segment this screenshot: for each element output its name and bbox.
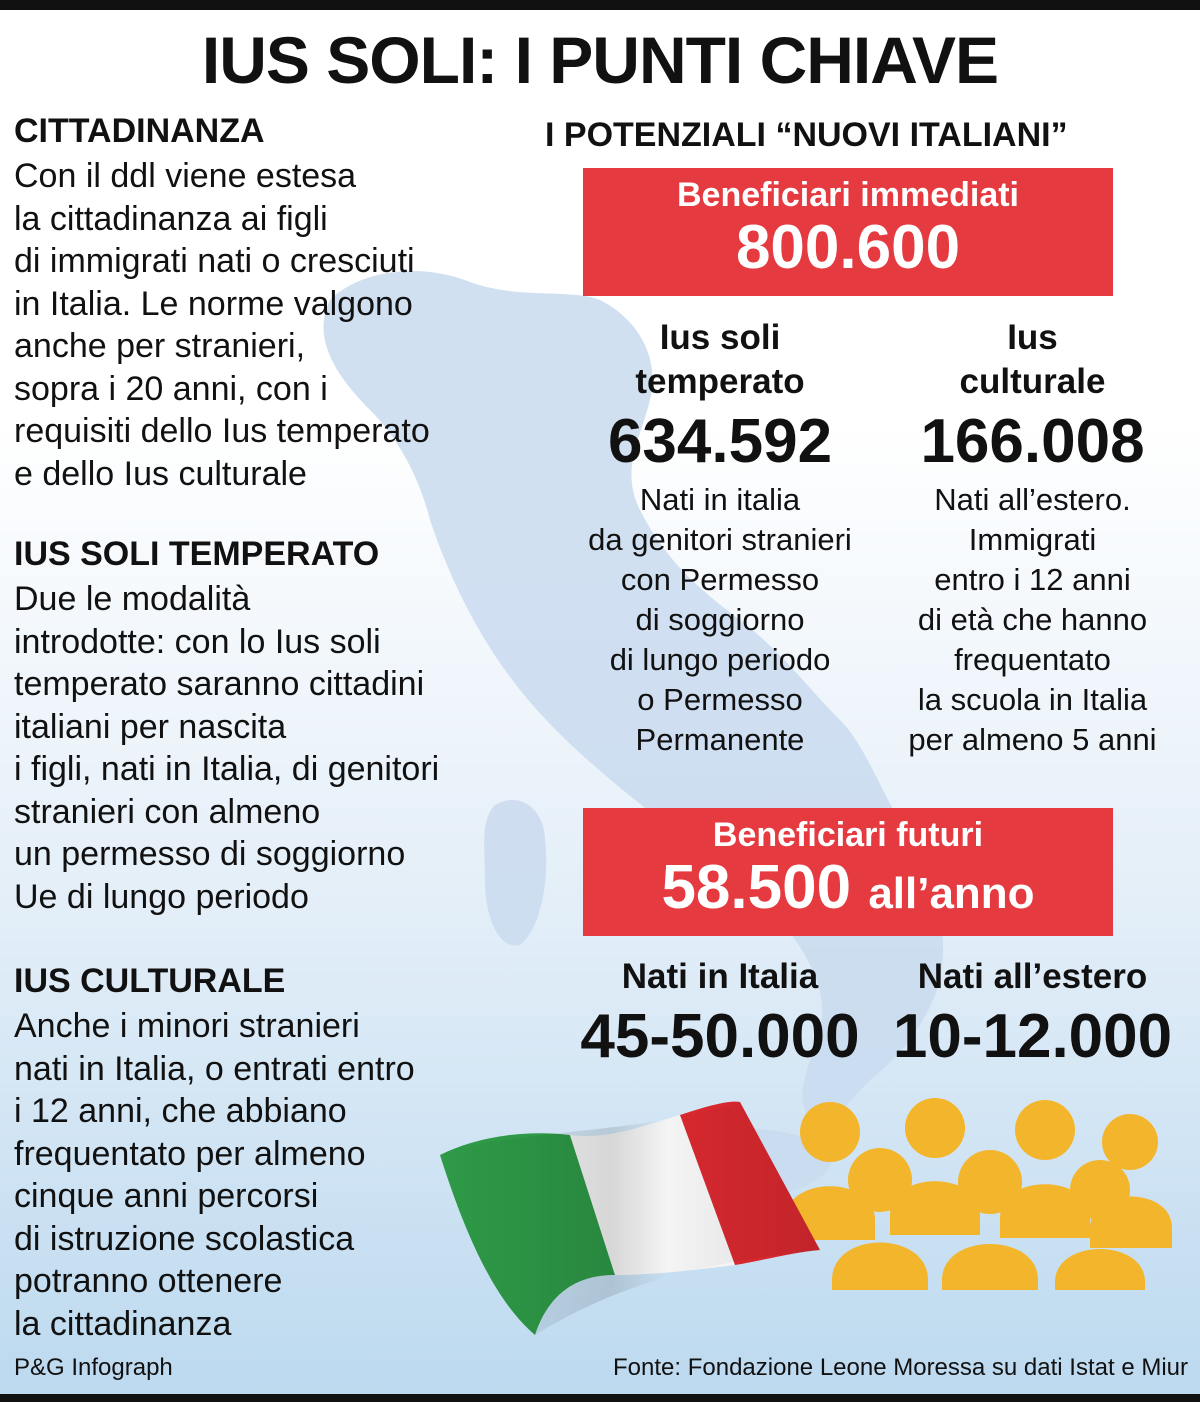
italian-flag-icon bbox=[440, 1100, 820, 1355]
ius-culturale-description: Nati all’estero. Immigrati entro i 12 anni di età che hanno frequentato la scuola in Italia per almeno 5 anni bbox=[908, 482, 1157, 757]
footer-source: Fonte: Fondazione Leone Moressa su dati Istat e Miur bbox=[613, 1354, 1188, 1381]
nati-all-estero-column bbox=[885, 955, 1180, 1075]
section-text-cittadinanza: Con il ddl viene estesa la cittadinanza ai figli di immigrati nati o cresciuti in Italia. Le norme valgono anche per stranieri, sopra i 20 anni, con i requisiti dello Ius temperato e dello Ius culturale bbox=[14, 157, 430, 493]
ius-soli-temperato-value: 634.592 bbox=[607, 407, 833, 476]
beneficiari-immediati-value: 800.600 bbox=[735, 213, 961, 282]
ius-culturale-heading: Ius culturale bbox=[959, 318, 1106, 401]
beneficiari-futuri-label: Beneficiari futuri bbox=[712, 816, 984, 854]
people-group-icon bbox=[760, 1090, 1180, 1290]
section-title-cittadinanza: CITTADINANZA bbox=[14, 112, 265, 150]
nati-in-italia-heading: Nati in Italia bbox=[621, 957, 819, 996]
beneficiari-immediati-label: Beneficiari immediati bbox=[676, 176, 1019, 214]
section-title-ius-soli-temperato: IUS SOLI TEMPERATO bbox=[14, 535, 380, 573]
footer-credit: P&G Infograph bbox=[14, 1354, 173, 1381]
beneficiari-immediati-box bbox=[583, 168, 1113, 296]
nati-in-italia-value: 45-50.000 bbox=[580, 1002, 860, 1071]
ius-soli-temperato-column bbox=[565, 316, 875, 760]
nati-in-italia-column bbox=[570, 955, 870, 1075]
ius-soli-temperato-description: Nati in italia da genitori stranieri con Permesso di soggiorno di lungo periodo o Permesso Permanente bbox=[588, 482, 852, 757]
section-text-ius-soli-temperato: Due le modalità introdotte: con lo Ius soli temperato saranno cittadini italiani per nascita i figli, nati in Italia, di genitori stranieri con almeno un permesso di soggiorno Ue di lungo periodo bbox=[14, 580, 440, 916]
ius-culturale-column bbox=[885, 316, 1180, 760]
ius-soli-temperato-heading: Ius soli temperato bbox=[635, 318, 805, 401]
beneficiari-futuri-box bbox=[583, 808, 1113, 936]
beneficiari-futuri-value: 58.500 bbox=[661, 853, 852, 922]
beneficiari-futuri-unit: all’anno bbox=[868, 869, 1035, 918]
nati-all-estero-heading: Nati all’estero bbox=[917, 957, 1148, 996]
section-text-ius-culturale: Anche i minori stranieri nati in Italia, o entrati entro i 12 anni, che abbiano frequentato per almeno cinque anni percorsi di istruzione scolastica potranno ottenere la cittadinanza bbox=[14, 1007, 415, 1343]
section-title-ius-culturale: IUS CULTURALE bbox=[14, 962, 286, 1000]
right-section-title: I POTENZIALI “NUOVI ITALIANI” bbox=[545, 116, 1068, 154]
ius-culturale-value: 166.008 bbox=[920, 407, 1145, 476]
bottom-border bbox=[0, 1394, 1200, 1402]
page-title: IUS SOLI: I PUNTI CHIAVE bbox=[201, 23, 999, 97]
nati-all-estero-value: 10-12.000 bbox=[892, 1002, 1173, 1071]
